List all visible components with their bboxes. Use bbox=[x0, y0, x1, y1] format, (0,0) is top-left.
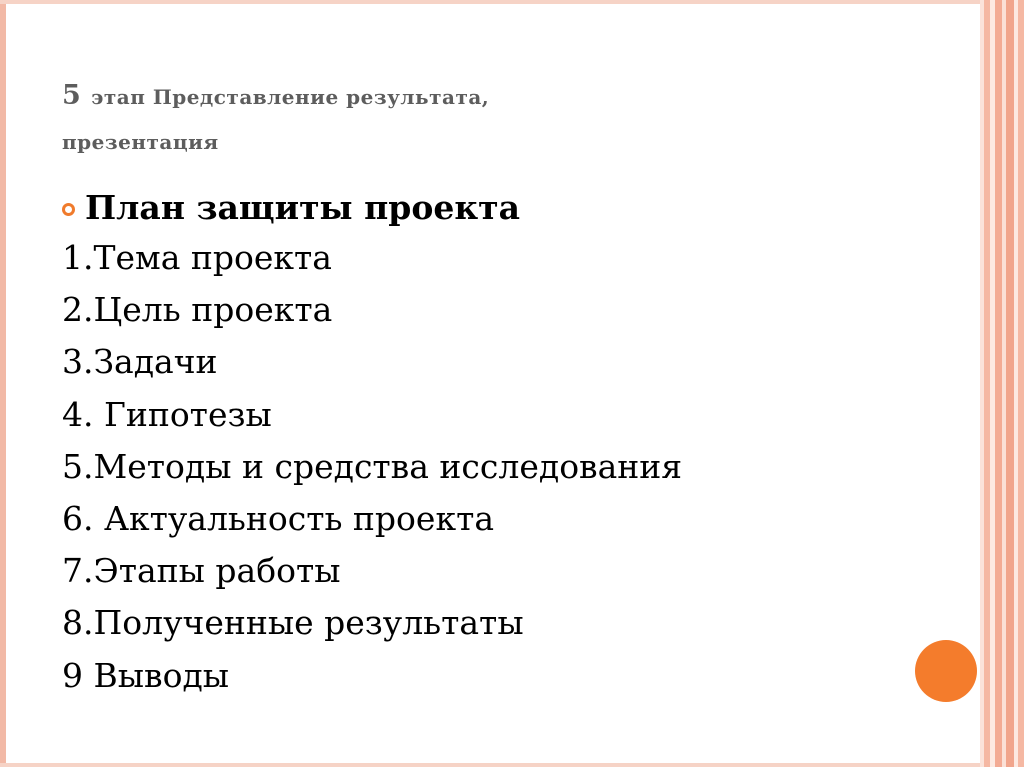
plan-heading: План защиты проекта bbox=[85, 188, 520, 227]
orange-circle-icon bbox=[915, 640, 977, 702]
bottom-border bbox=[0, 763, 1024, 767]
plan-list bbox=[62, 232, 922, 702]
heading-row bbox=[62, 184, 922, 232]
list-item: 7.Этапы работы bbox=[62, 551, 341, 591]
list-item: 4. Гипотезы bbox=[62, 394, 272, 434]
slide-body bbox=[62, 184, 922, 702]
list-item: 3.Задачи bbox=[62, 342, 218, 382]
title-lead: 5 bbox=[62, 80, 92, 111]
right-striped-border bbox=[980, 0, 1024, 767]
left-border bbox=[0, 0, 6, 767]
list-item: 9 Выводы bbox=[62, 655, 230, 695]
title-second-line: презентация bbox=[62, 130, 219, 154]
list-item: 1.Тема проекта bbox=[62, 238, 332, 277]
list-item: 5.Методы и средства исследования bbox=[62, 446, 683, 486]
top-border bbox=[0, 0, 1024, 4]
list-item: 8.Полученные результаты bbox=[62, 603, 524, 643]
title-rest: этап Представление результата, bbox=[91, 85, 490, 109]
slide-title bbox=[62, 74, 942, 164]
list-item: 6. Актуальность проекта bbox=[62, 499, 494, 539]
list-item: 2.Цель проекта bbox=[62, 290, 333, 330]
ring-bullet-icon bbox=[62, 203, 75, 216]
